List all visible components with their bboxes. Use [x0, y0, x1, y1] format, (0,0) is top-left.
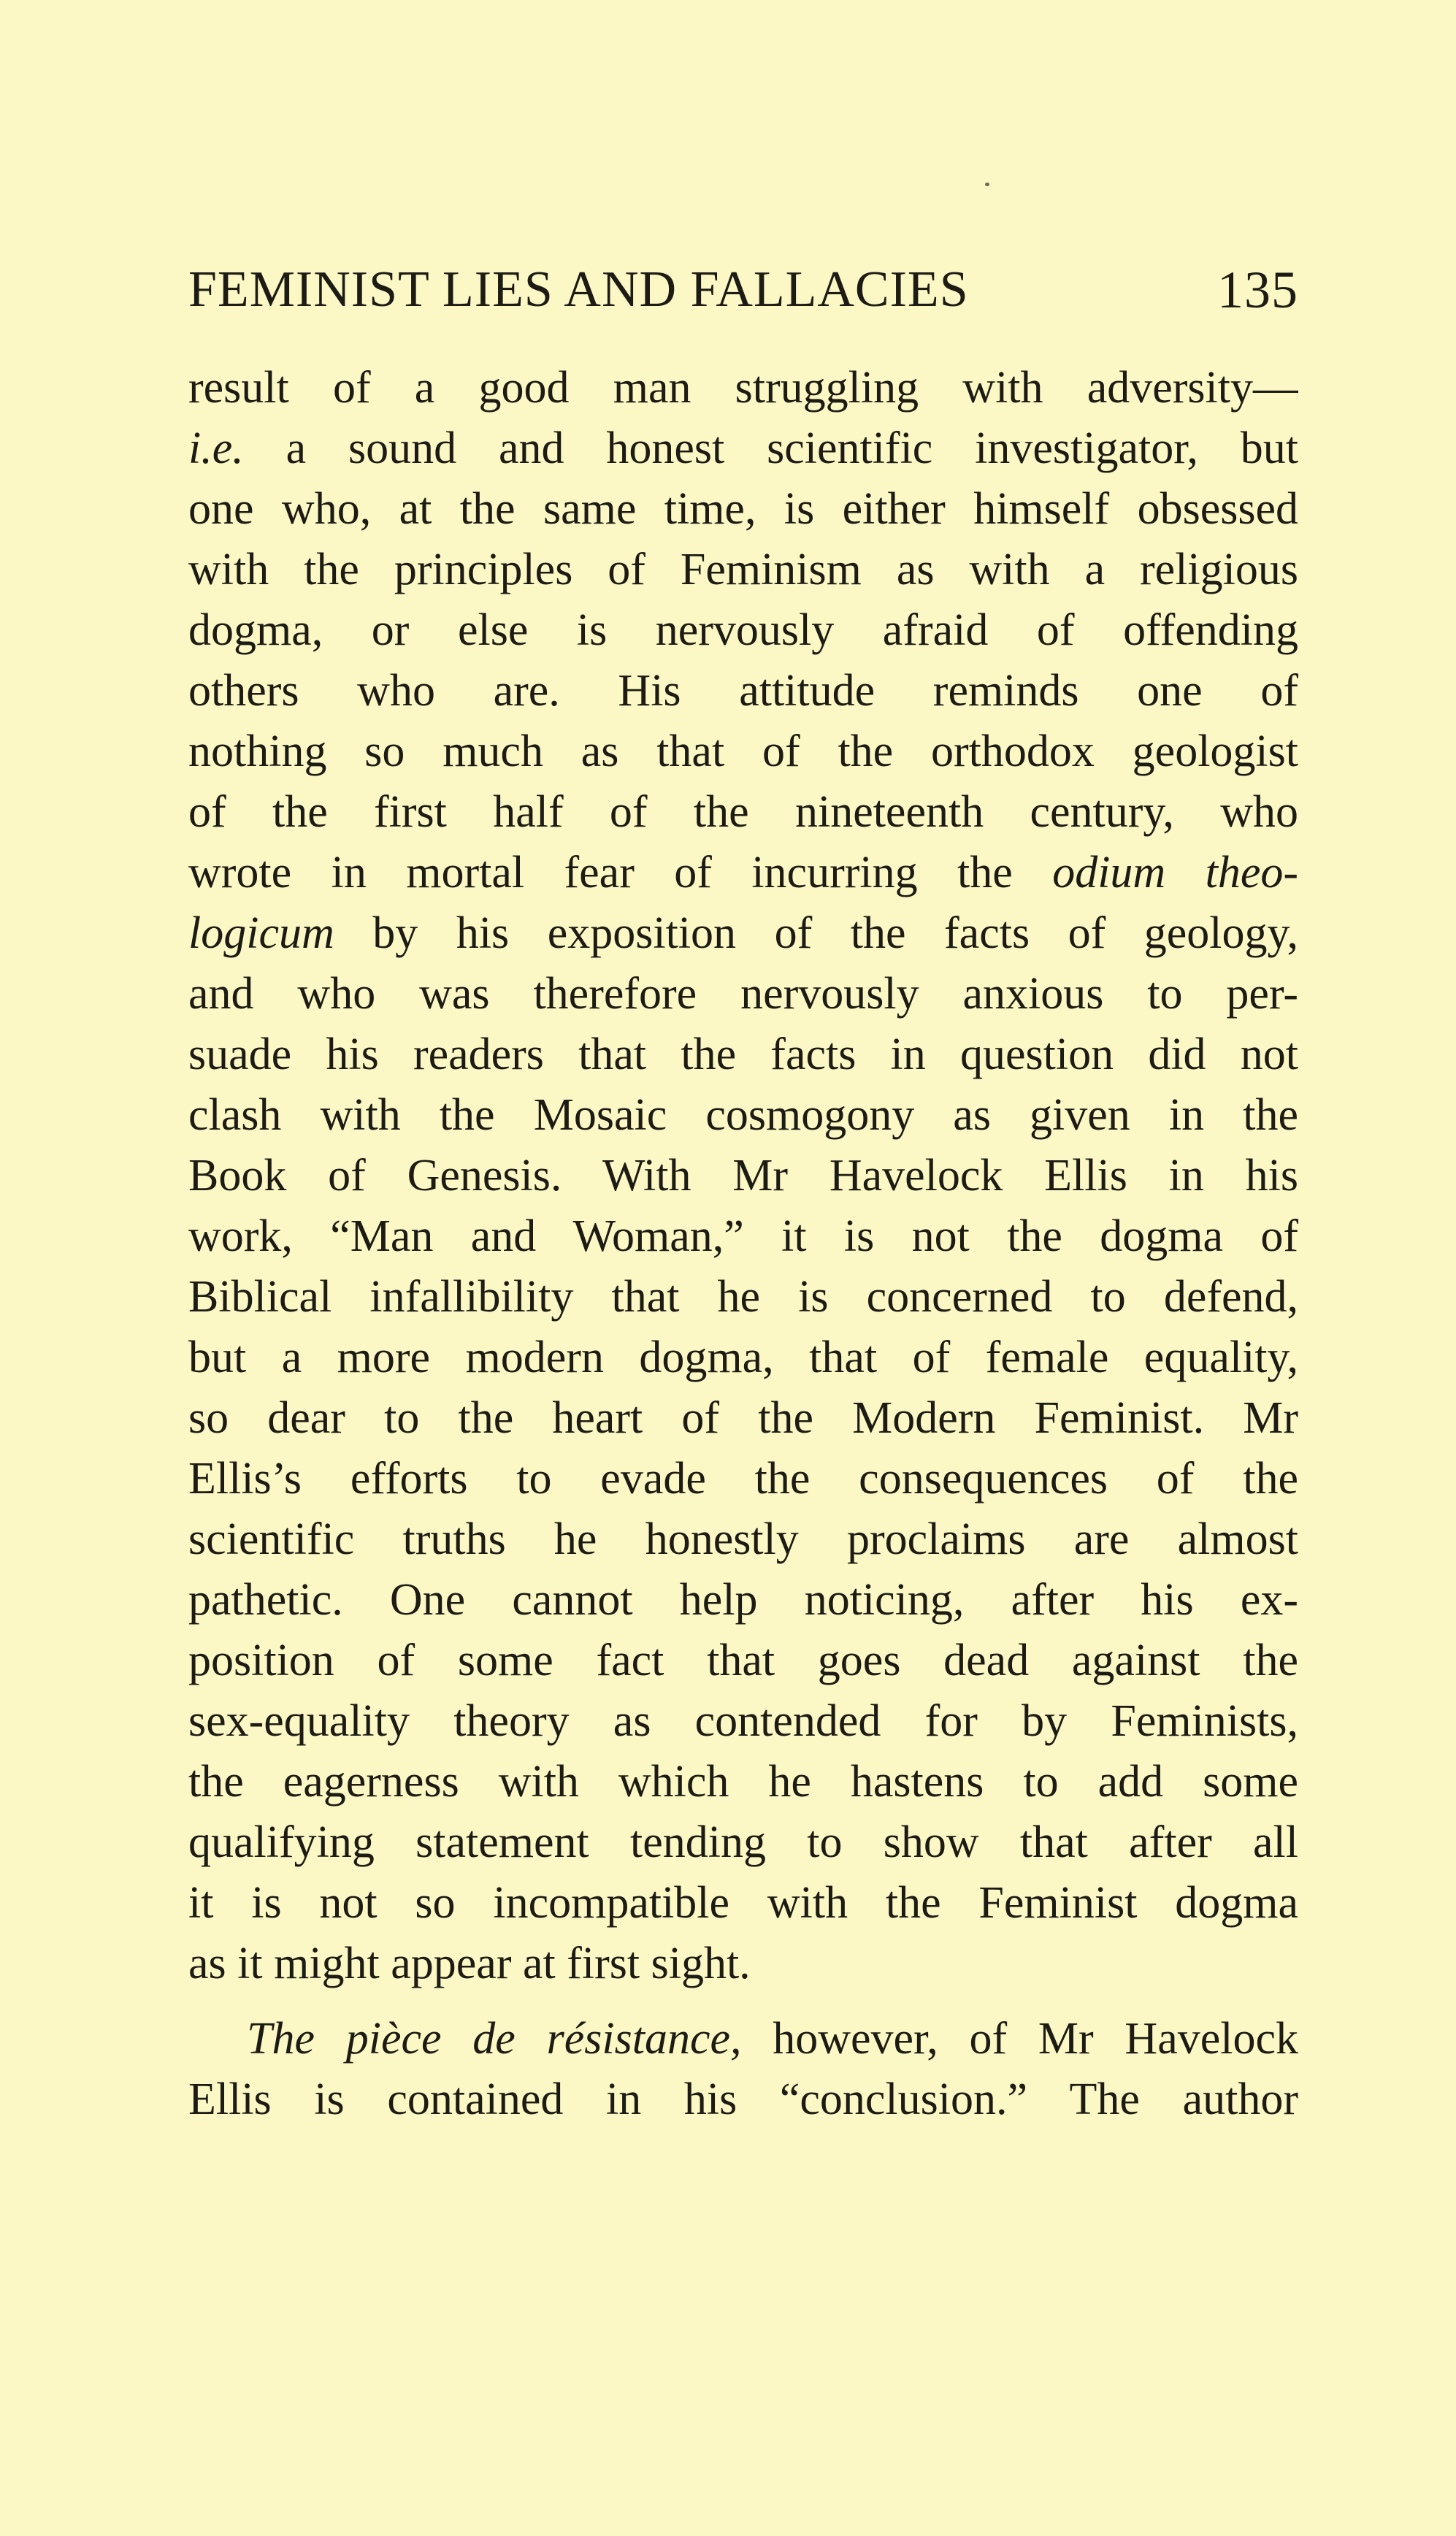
paragraph-gap — [188, 1994, 1298, 2009]
text-run: position of some fact that goes dead against the — [188, 1636, 1298, 1685]
text-run: others who are. His attitude reminds one of — [188, 666, 1298, 716]
text-line — [188, 964, 1298, 1024]
text-run: Ellis is contained in his “conclusion.” The author — [188, 2075, 1298, 2124]
text-line — [188, 1206, 1298, 1267]
text-run: qualifying statement tending to show that after all — [188, 1817, 1298, 1867]
text-run: pathetic. One cannot help noticing, after his ex- — [188, 1575, 1298, 1625]
running-head — [188, 257, 1298, 323]
text-line — [188, 1570, 1298, 1631]
text-line — [188, 1873, 1298, 1934]
text-run: one who, at the same time, is either himself obsessed — [188, 484, 1298, 534]
text-run: it is not so incompatible with the Feminist dogma — [188, 1878, 1298, 1928]
text-run: result of a good man struggling with adversity— — [188, 363, 1298, 413]
text-line — [188, 1388, 1298, 1449]
text-run: nothing so much as that of the orthodox geologist — [188, 727, 1298, 776]
text-line — [188, 903, 1298, 964]
text-line — [188, 1085, 1298, 1146]
text-line — [188, 2009, 1298, 2069]
text-line — [188, 1509, 1298, 1570]
text-line — [188, 600, 1298, 661]
body-text — [188, 358, 1298, 2130]
paragraph — [188, 2009, 1298, 2130]
text-line — [188, 1752, 1298, 1812]
text-run: by his exposition of the facts of geology, — [334, 908, 1298, 958]
text-line — [188, 661, 1298, 721]
text-run: of the first half of the nineteenth century, who — [188, 787, 1298, 837]
text-line — [188, 1328, 1298, 1388]
text-line — [188, 2069, 1298, 2130]
text-line — [188, 1934, 1298, 1994]
text-line — [188, 1146, 1298, 1206]
italic-text: i.e. — [188, 424, 244, 473]
paragraph — [188, 358, 1298, 1994]
italic-text: The pièce de résistance, — [247, 2014, 742, 2064]
text-run: suade his readers that the facts in question did not — [188, 1030, 1298, 1079]
text-run: Book of Genesis. With Mr Havelock Ellis in his — [188, 1151, 1298, 1200]
text-line — [188, 721, 1298, 782]
text-line — [188, 843, 1298, 903]
text-run: scientific truths he honestly proclaims are almost — [188, 1514, 1298, 1564]
text-line — [188, 1812, 1298, 1873]
running-head-title: FEMINIST LIES AND FALLACIES — [188, 261, 969, 318]
print-speck — [985, 183, 989, 186]
text-line — [188, 1024, 1298, 1085]
text-run: as it might appear at first sight. — [188, 1939, 751, 1988]
text-line — [188, 1631, 1298, 1691]
text-run: sex-equality theory as contended for by Feminists, — [188, 1696, 1298, 1746]
text-run: dogma, or else is nervously afraid of offending — [188, 605, 1298, 655]
text-run: the eagerness with which he hastens to add some — [188, 1757, 1298, 1807]
text-run: so dear to the heart of the Modern Feminist. Mr — [188, 1393, 1298, 1443]
text-run: with the principles of Feminism as with a religious — [188, 545, 1298, 594]
text-run: a sound and honest scientific investigator, but — [243, 424, 1298, 473]
text-line — [188, 418, 1298, 479]
text-line — [188, 358, 1298, 418]
page-number: 135 — [1217, 261, 1298, 319]
text-run: Ellis’s efforts to evade the consequences of the — [188, 1454, 1298, 1503]
text-line — [188, 1449, 1298, 1509]
text-line — [188, 479, 1298, 540]
text-run: but a more modern dogma, that of female equality, — [188, 1333, 1298, 1382]
text-line — [188, 782, 1298, 843]
text-line — [188, 1267, 1298, 1328]
text-line — [188, 540, 1298, 600]
text-run: and who was therefore nervously anxious to per- — [188, 969, 1298, 1019]
text-line — [188, 1691, 1298, 1752]
text-run: wrote in mortal fear of incurring the — [188, 848, 1053, 897]
text-run: Biblical infallibility that he is concerned to defend, — [188, 1272, 1298, 1322]
text-run: however, of Mr Havelock — [741, 2014, 1298, 2064]
text-run: work, “Man and Woman,” it is not the dogma of — [188, 1211, 1298, 1261]
italic-text: logicum — [188, 908, 334, 958]
text-run: clash with the Mosaic cosmogony as given in the — [188, 1090, 1298, 1140]
italic-text: odium theo- — [1052, 848, 1298, 897]
